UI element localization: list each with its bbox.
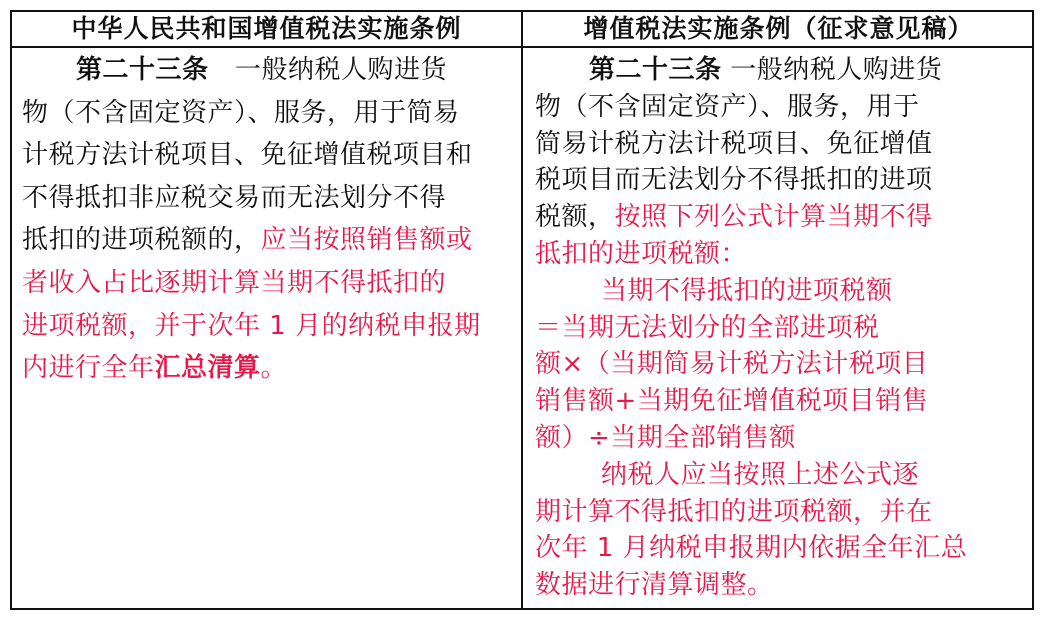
right-text-line xyxy=(535,381,1029,421)
text-segment: 第二十三条 xyxy=(76,55,209,85)
text-segment: 不得抵扣非应税交易而无法划分不得 xyxy=(22,182,447,213)
left-text-line xyxy=(22,348,516,388)
right-column-body xyxy=(535,48,1029,608)
text-segment: 者收入占比逐期计算当期不得抵扣的 xyxy=(22,268,447,298)
left-text-line xyxy=(22,263,516,303)
right-column-header: 增值税法实施条例（征求意见稿） xyxy=(583,14,974,43)
text-segment: 汇总清算 xyxy=(154,353,261,384)
right-text-line xyxy=(535,418,1029,458)
right-text-line xyxy=(535,197,1029,237)
text-segment: 计税方法计税项目、免征增值税项目和 xyxy=(22,140,473,171)
right-text-line xyxy=(535,344,1029,384)
text-segment: 数据进行清算调整。 xyxy=(535,570,774,601)
right-text-line xyxy=(535,87,1029,127)
text-segment: 税项目而无法划分不得抵扣的进项 xyxy=(535,165,933,196)
text-segment: ＝当期无法划分的全部进项税 xyxy=(535,312,880,343)
right-text-line xyxy=(535,308,1029,348)
text-segment: 抵扣的进项税额的， xyxy=(22,225,261,256)
text-segment: 进项税额，并于次年 1 月的纳税申报期 xyxy=(22,310,481,341)
text-segment: 物（不含固定资产）、服务，用于简易 xyxy=(22,97,460,128)
text-segment: 第二十三条 xyxy=(589,55,722,85)
text-segment: 。 xyxy=(260,353,288,384)
right-text-line xyxy=(535,271,1029,311)
right-text-line xyxy=(535,528,1029,568)
left-column-body xyxy=(22,48,516,608)
left-text-line xyxy=(22,93,516,133)
text-segment: 应当按照销售额或 xyxy=(260,225,473,256)
left-text-line xyxy=(22,50,516,90)
text-segment: 次年 1 月纳税申报期内依据全年汇总 xyxy=(535,533,968,564)
column-divider xyxy=(521,12,523,608)
comparison-table xyxy=(10,10,1034,610)
text-segment: 内进行全年 xyxy=(22,353,155,384)
right-text-line xyxy=(535,160,1029,200)
text-segment: 抵扣的进项税额： xyxy=(535,239,748,269)
text-segment: 税额， xyxy=(535,202,615,233)
text-segment: 简易计税方法计税项目、免征增值 xyxy=(535,128,933,159)
right-text-line xyxy=(535,50,1029,90)
right-text-line xyxy=(535,455,1029,495)
text-segment: 期计算不得抵扣的进项税额，并在 xyxy=(535,496,933,527)
right-text-line xyxy=(535,124,1029,164)
right-text-line xyxy=(535,492,1029,532)
text-segment: 一般纳税人购进货 xyxy=(721,55,943,85)
right-text-line xyxy=(535,234,1029,274)
left-text-line xyxy=(22,220,516,260)
text-segment: 一般纳税人购进货 xyxy=(208,55,448,85)
left-text-line xyxy=(22,178,516,218)
text-segment: 按照下列公式计算当期不得 xyxy=(614,202,933,233)
right-text-line xyxy=(535,565,1029,605)
text-segment: 纳税人应当按照上述公式逐 xyxy=(601,459,920,490)
text-segment: 销售额+当期免征增值税项目销售 xyxy=(535,386,929,417)
left-text-line xyxy=(22,306,516,346)
text-segment: 额）÷当期全部销售额 xyxy=(535,423,796,453)
text-segment: 物（不含固定资产）、服务，用于 xyxy=(535,91,920,122)
text-segment: 当期不得抵扣的进项税额 xyxy=(601,275,893,306)
left-text-line xyxy=(22,135,516,175)
text-segment: 额×（当期简易计税方法计税项目 xyxy=(535,349,929,380)
left-column-header: 中华人民共和国增值税法实施条例 xyxy=(71,14,462,43)
